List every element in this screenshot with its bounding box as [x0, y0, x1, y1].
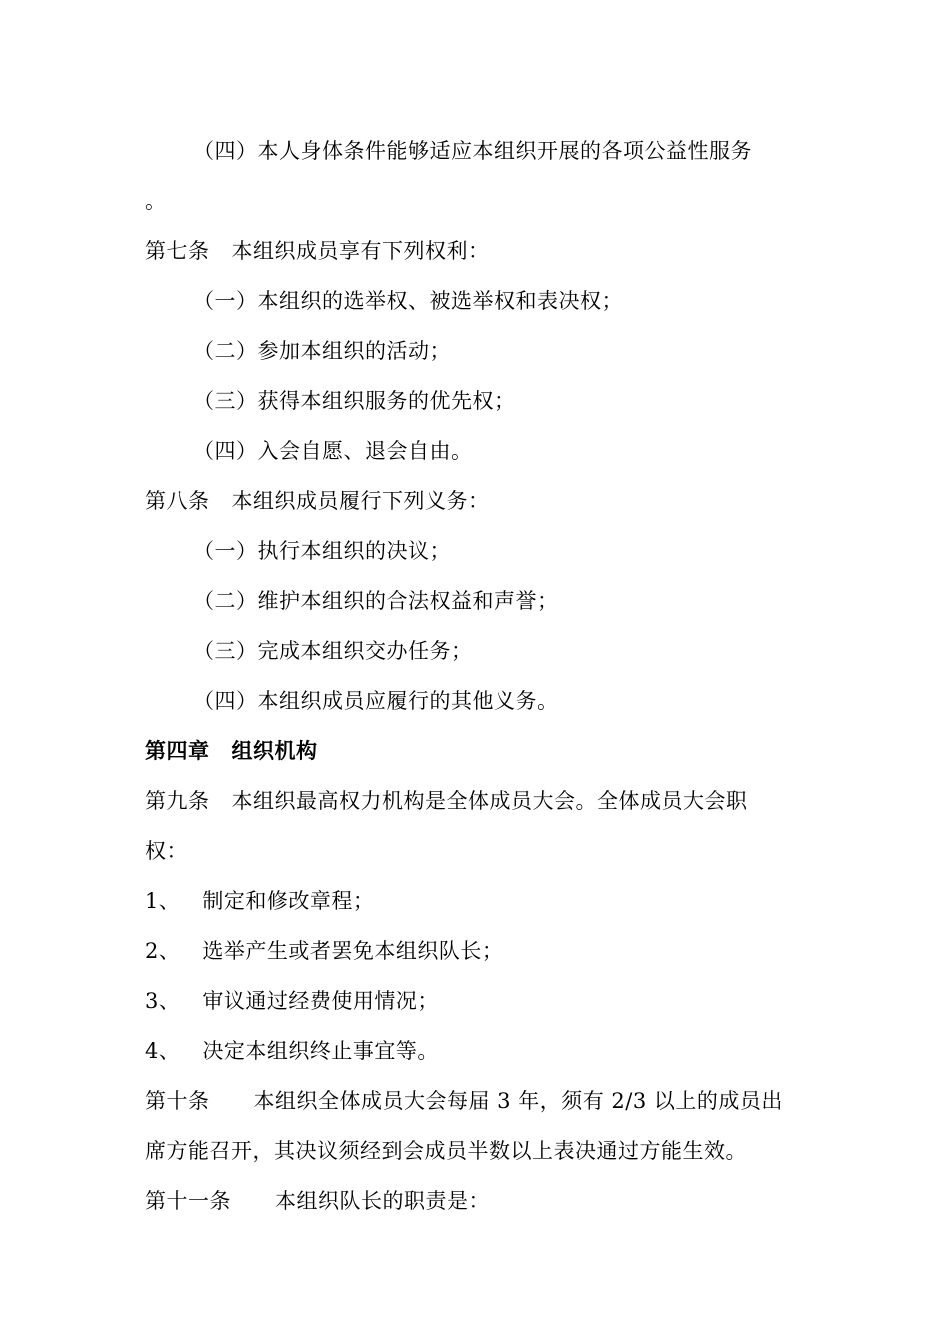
power-item-3 — [145, 987, 439, 1015]
power-item-2-text: 选举产生或者罢免本组织队长； — [202, 939, 504, 963]
chapter4-label: 第四章 — [145, 738, 210, 763]
obligation-item-2 — [193, 587, 559, 615]
power-item-4 — [145, 1037, 439, 1065]
article9-heading — [145, 787, 748, 815]
article10-cont-text: 席方能召开，其决议须经到会成员半数以上表决通过方能生效。 — [145, 1139, 747, 1163]
article11-text: 本组织队长的职责是： — [275, 1189, 490, 1213]
article6-item4-text: （四）本人身体条件能够适应本组织开展的各项公益性服务 — [193, 139, 752, 163]
article9-label: 第九条 — [145, 789, 210, 813]
article10-label: 第十条 — [145, 1089, 210, 1113]
article8-heading — [145, 487, 490, 515]
article10-text: 本组织全体成员大会每届 3 年，须有 2/3 以上的成员出 — [253, 1089, 783, 1113]
right-item-1-text: （一）本组织的选举权、被选举权和表决权； — [193, 289, 623, 313]
obligation-item-3-text: （三）完成本组织交办任务； — [193, 639, 473, 663]
obligation-item-1 — [193, 537, 451, 565]
obligation-item-2-text: （二）维护本组织的合法权益和声誉； — [193, 589, 559, 613]
article6-item4-continuation — [145, 187, 167, 215]
right-item-4-text: （四）入会自愿、退会自由。 — [193, 439, 473, 463]
obligation-item-4-text: （四）本组织成员应履行的其他义务。 — [193, 689, 559, 713]
right-item-2-text: （二）参加本组织的活动； — [193, 339, 451, 363]
article6-item4 — [193, 137, 752, 165]
article8-label: 第八条 — [145, 489, 210, 513]
right-item-2 — [193, 337, 451, 365]
right-item-4 — [193, 437, 473, 465]
right-item-1 — [193, 287, 623, 315]
power-item-4-number: 4、 — [145, 1039, 181, 1063]
article7-heading — [145, 237, 490, 265]
power-item-3-text: 审议通过经费使用情况； — [202, 989, 439, 1013]
power-item-1-text: 制定和修改章程； — [202, 889, 375, 913]
power-item-2 — [145, 937, 503, 965]
article7-label: 第七条 — [145, 239, 210, 263]
right-item-3 — [193, 387, 516, 415]
power-item-4-text: 决定本组织终止事宜等。 — [202, 1039, 439, 1063]
article9-cont-text: 权： — [145, 839, 188, 863]
article9-continuation — [145, 837, 188, 865]
article9-text: 本组织最高权力机构是全体成员大会。全体成员大会职 — [231, 789, 748, 813]
chapter4-title: 组织机构 — [231, 738, 318, 763]
article11-heading — [145, 1187, 490, 1215]
power-item-3-number: 3、 — [145, 989, 181, 1013]
obligation-item-3 — [193, 637, 473, 665]
power-item-1-number: 1、 — [145, 889, 181, 913]
article11-label: 第十一条 — [145, 1189, 231, 1213]
power-item-1 — [145, 887, 374, 915]
article6-item4-period: 。 — [145, 189, 167, 213]
chapter4-heading — [145, 737, 318, 765]
right-item-3-text: （三）获得本组织服务的优先权； — [193, 389, 516, 413]
article10-continuation — [145, 1137, 747, 1165]
article7-text: 本组织成员享有下列权利： — [231, 239, 490, 263]
article8-text: 本组织成员履行下列义务： — [231, 489, 490, 513]
power-item-2-number: 2、 — [145, 939, 181, 963]
obligation-item-4 — [193, 687, 559, 715]
obligation-item-1-text: （一）执行本组织的决议； — [193, 539, 451, 563]
article10-heading — [145, 1087, 783, 1115]
